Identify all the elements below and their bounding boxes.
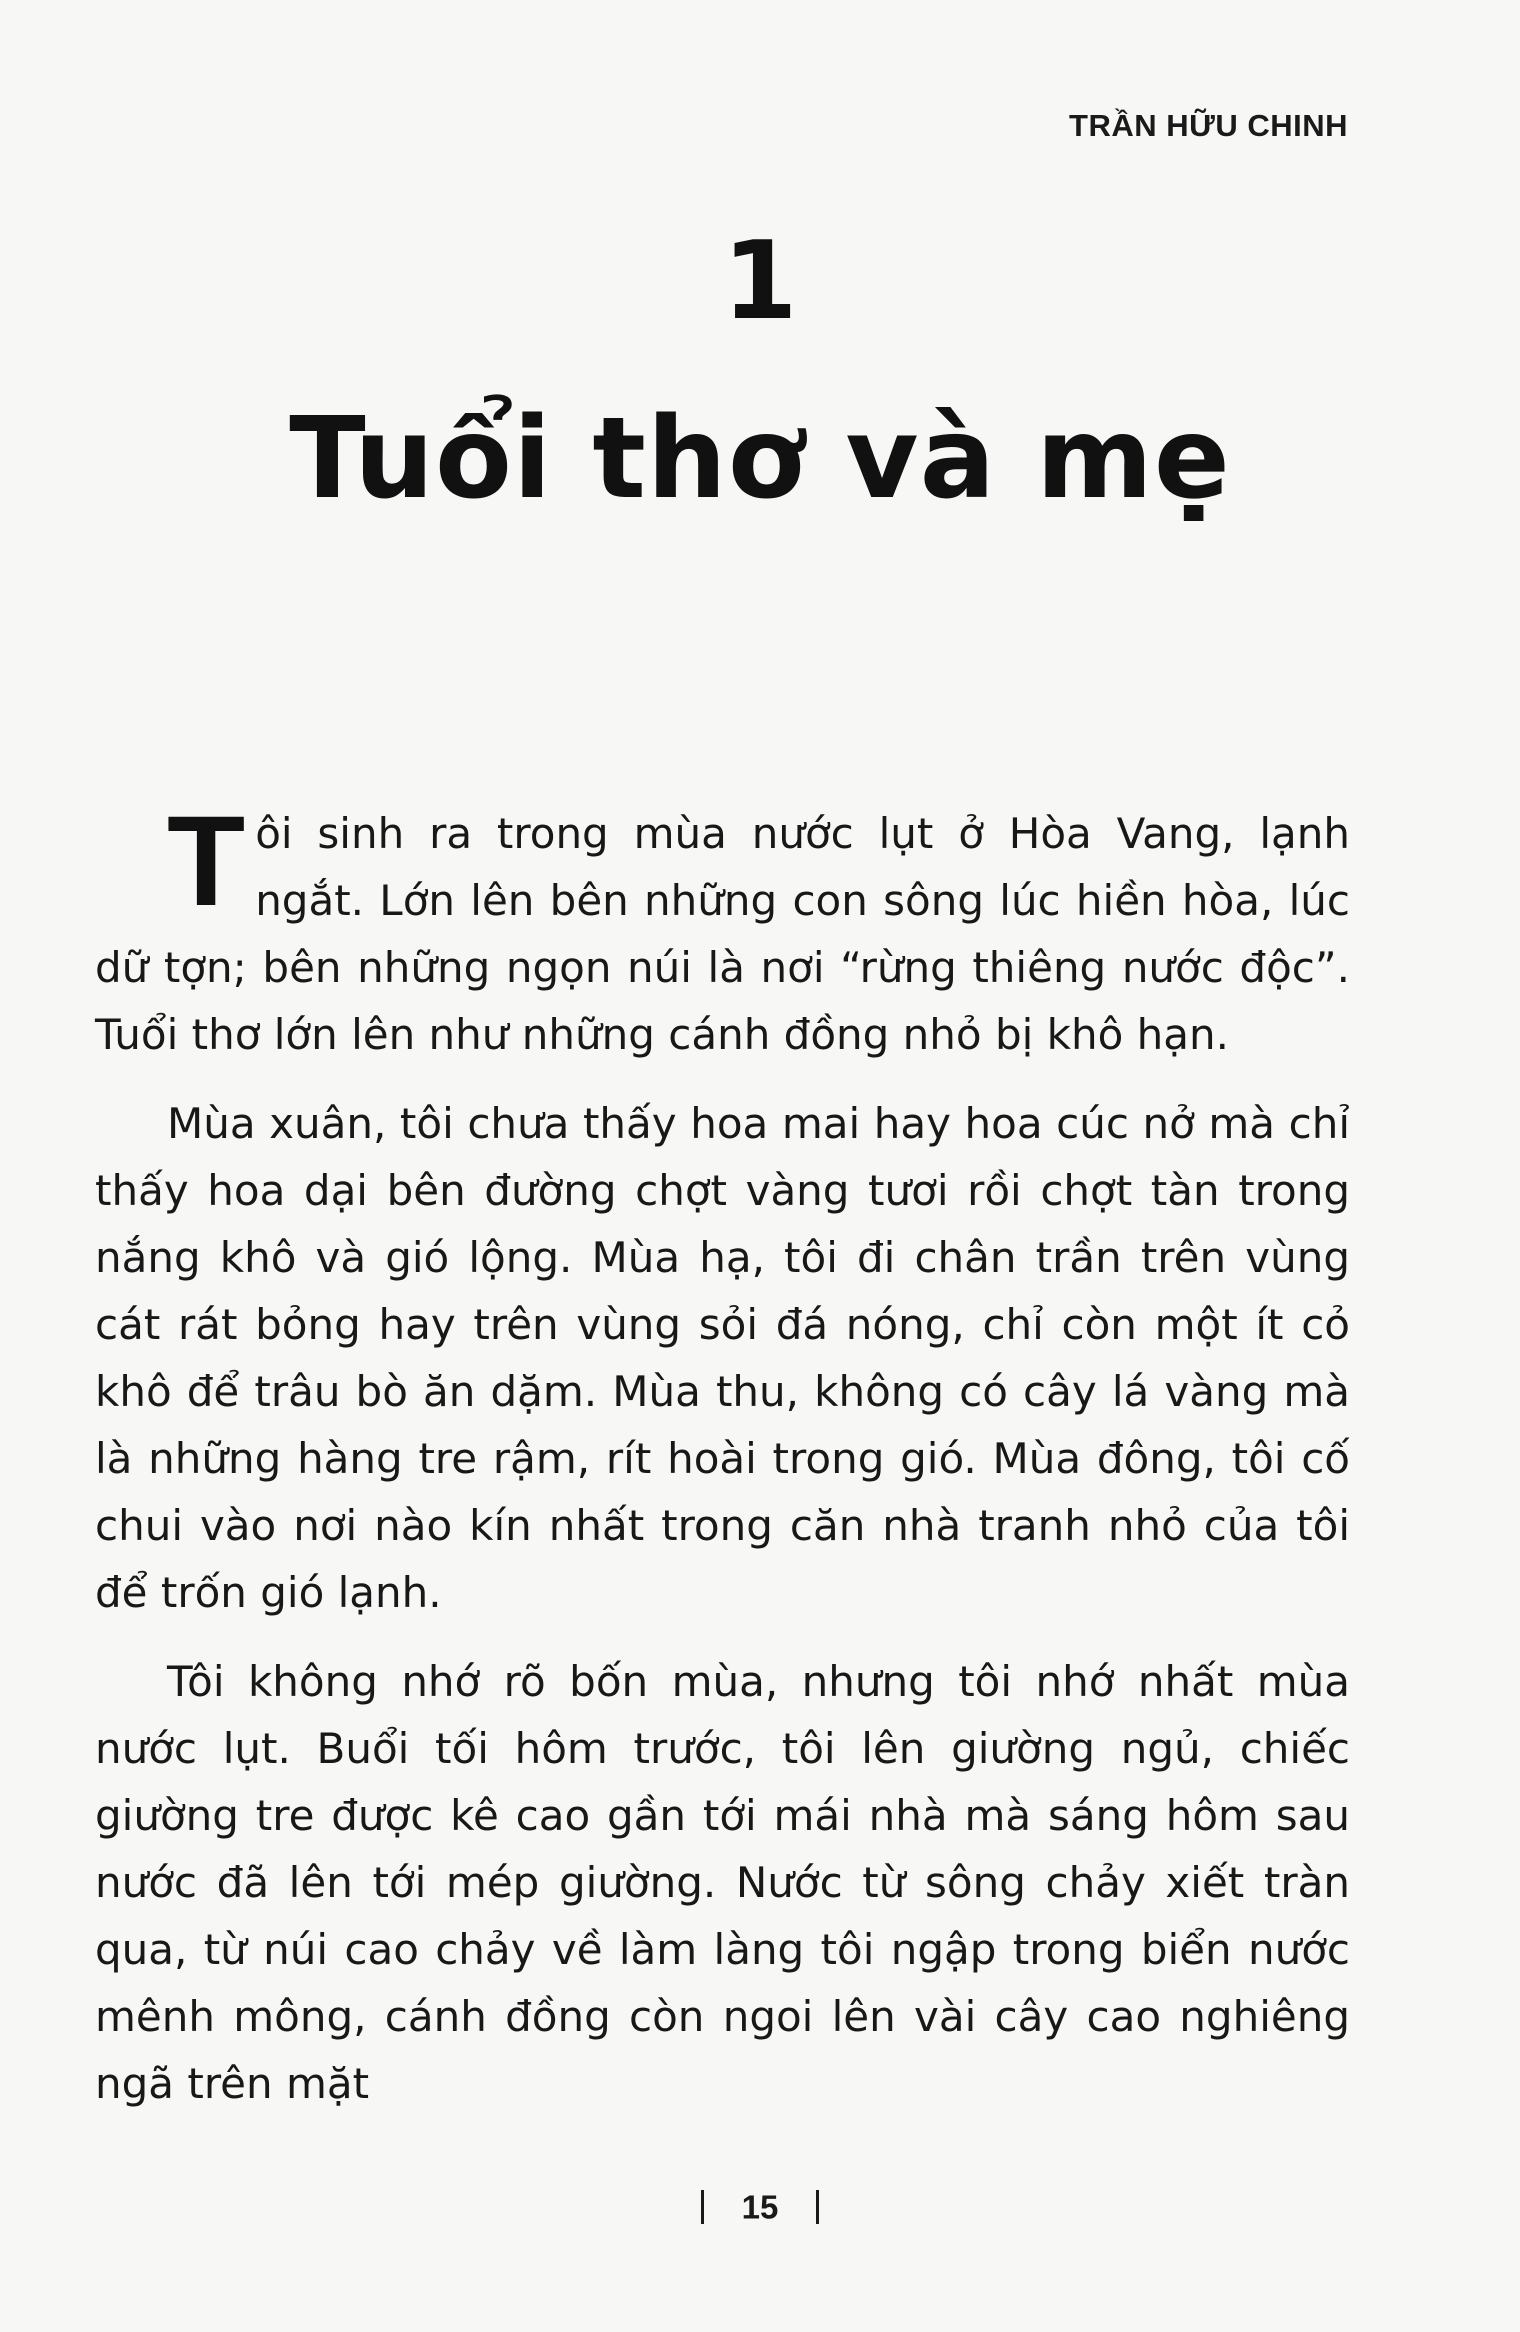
paragraph-1-text: ôi sinh ra trong mùa nước lụt ở Hòa Vang, lạnh ngắt. Lớn lên bên những con sông lúc hiền hòa, lúc dữ tợn; bên những ngọn núi là nơi “rừng thiêng nước độc”. Tuổi thơ lớn lên như những cánh đồng nhỏ bị khô hạn. — [95, 809, 1350, 1059]
paragraph-1 — [95, 790, 1350, 1068]
paragraph-3: Tôi không nhớ rõ bốn mùa, nhưng tôi nhớ nhất mùa nước lụt. Buổi tối hôm trước, tôi lên giường ngủ, chiếc giường tre được kê cao gần tới mái nhà mà sáng hôm sau nước đã lên tới mép giường. Nước từ sông chảy xiết tràn qua, từ núi cao chảy về làm làng tôi ngập trong biển nước mênh mông, cánh đồng còn ngoi lên vài cây cao nghiêng ngã trên mặt — [95, 1657, 1350, 2108]
drop-cap-letter: T — [167, 790, 246, 933]
page-footer — [0, 2186, 1520, 2226]
footer-right-rule — [816, 2190, 819, 2224]
page-number: 15 — [741, 2188, 779, 2226]
body-text — [95, 790, 1350, 2139]
paragraph-2: Mùa xuân, tôi chưa thấy hoa mai hay hoa cúc nở mà chỉ thấy hoa dại bên đường chợt vàng tươi rồi chợt tàn trong nắng khô và gió lộng. Mùa hạ, tôi đi chân trần trên vùng cát rát bỏng hay trên vùng sỏi đá nóng, chỉ còn một ít cỏ khô để trâu bò ăn dặm. Mùa thu, không có cây lá vàng mà là những hàng tre rậm, rít hoài trong gió. Mùa đông, tôi cố chui vào nơi nào kín nhất trong căn nhà tranh nhỏ của tôi để trốn gió lạnh. — [95, 1099, 1350, 1617]
running-header-author: TRẦN HỮU CHINH — [1069, 108, 1348, 143]
chapter-number: 1 — [722, 219, 798, 344]
chapter-title: Tuổi thơ và mẹ — [289, 394, 1231, 524]
footer-left-rule — [701, 2190, 704, 2224]
